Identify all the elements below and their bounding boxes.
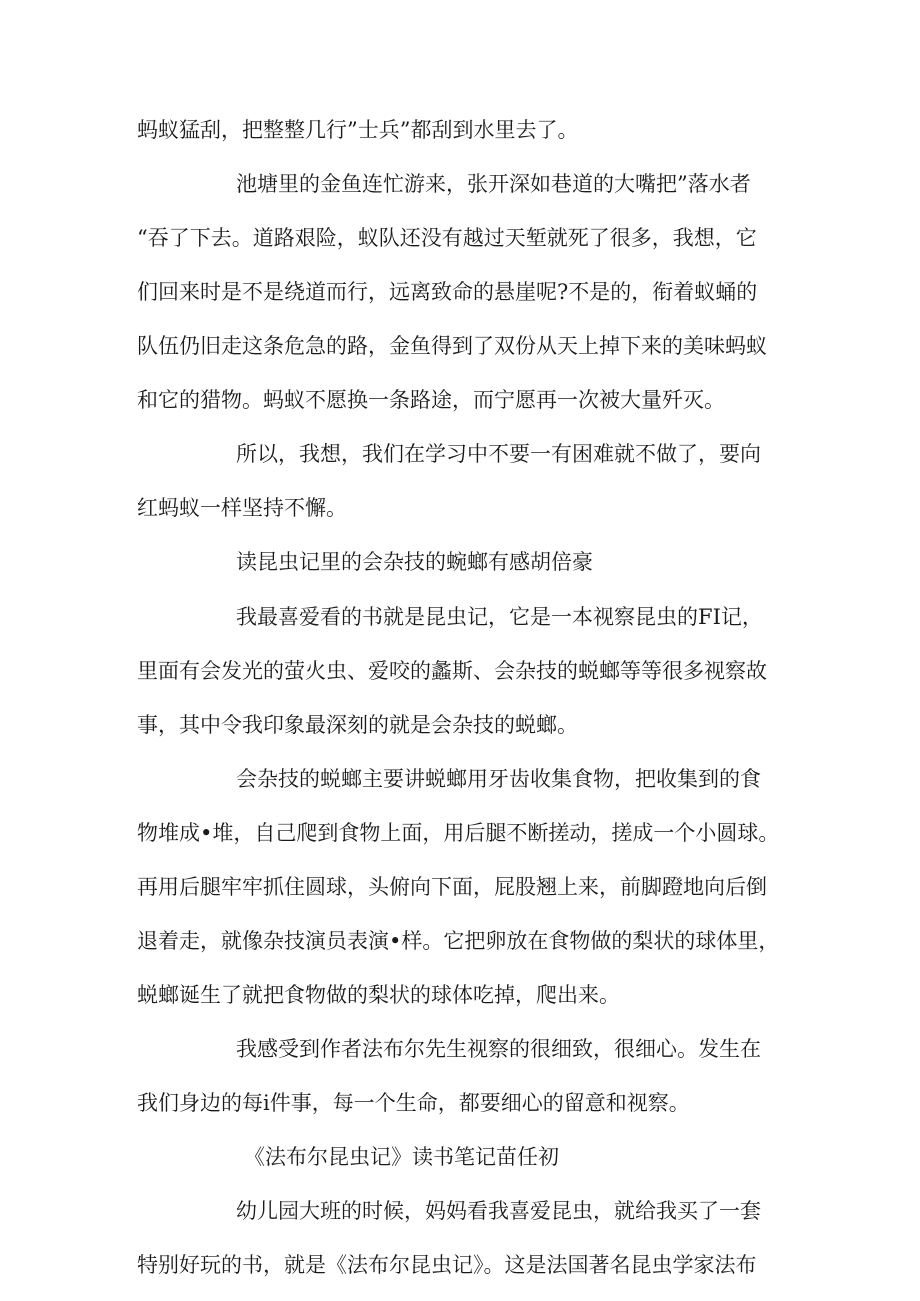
text-line: 我感受到作者法布尔先生视察的很细致，很细心。发生在 <box>236 1037 761 1061</box>
text-line: 蚂蚁猛刮，把整整几行”士兵”都刮到水里去了。 <box>137 118 579 142</box>
text-line: 队伍仍旧走这条危急的路，金鱼得到了双份从天上掉下来的美味蚂蚁 <box>137 334 767 358</box>
section-heading: 《法布尔昆虫记》读书笔记苗任初 <box>244 1145 559 1169</box>
text-line: 会杂技的蜕螂主要讲蜕螂用牙齿收集食物，把收集到的食 <box>236 767 761 791</box>
text-line: 里面有会发光的萤火虫、爱咬的蠡斯、会杂技的蜕螂等等很多视察故 <box>137 659 767 683</box>
text-line: 池塘里的金鱼连忙游来，张开深如巷道的大嘴把”落水者 <box>236 172 751 196</box>
text-line: 红蚂蚁一样坚持不懈。 <box>137 496 347 520</box>
text-line: 所以，我想，我们在学习中不要一有困难就不做了，要向 <box>236 442 761 466</box>
section-heading: 读昆虫记里的会杂技的蜿螂有感胡倍豪 <box>236 550 593 574</box>
text-line: 物堆成•堆，自己爬到食物上面，用后腿不断搓动，搓成一个小圆球。 <box>137 821 780 845</box>
text-line: 退着走，就像杂技演员表演•样。它把卵放在食物做的梨状的球体里， <box>137 929 780 953</box>
text-line: 蜕螂诞生了就把食物做的梨状的球体吃掉，爬出来。 <box>137 983 620 1007</box>
text-line: 我最喜爱看的书就是昆虫记，它是一本视察昆虫的FI记， <box>236 605 763 629</box>
text-line: 我们身边的每i件事，每一个生命，都要细心的留意和视察。 <box>137 1091 690 1115</box>
text-line: 特别好玩的书，就是《法布尔昆虫记》。这是法国著名昆虫学家法布 <box>137 1253 757 1277</box>
text-line: “吞了下去。道路艰险，蚁队还没有越过天堑就死了很多，我想，它 <box>137 226 757 250</box>
text-line: 幼儿园大班的时候，妈妈看我喜爱昆虫，就给我买了一套 <box>236 1199 761 1223</box>
text-line: 和它的猎物。蚂蚁不愿换一条路途，而宁愿再一次被大量歼灭。 <box>137 388 725 412</box>
text-line: 们回来时是不是绕道而行，远离致命的悬崖呢?不是的，衔着蚁蛹的 <box>137 280 758 304</box>
text-line: 事，其中令我印象最深刻的就是会杂技的蜕螂。 <box>137 713 578 737</box>
text-line: 再用后腿牢牢抓住圆球，头俯向下面，屁股翘上来，前脚蹬地向后倒 <box>137 875 767 899</box>
